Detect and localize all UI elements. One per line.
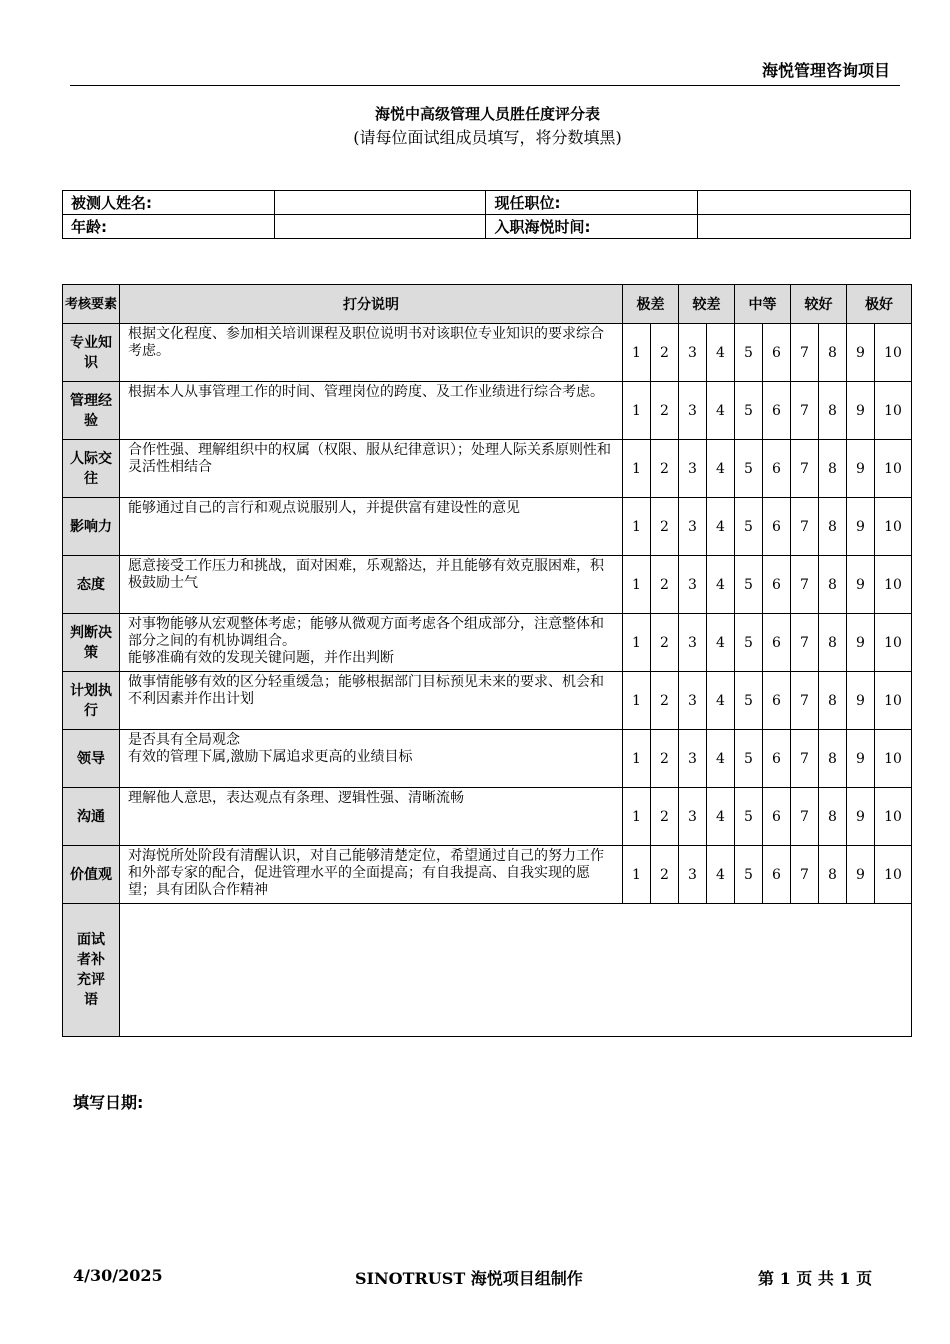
score-option[interactable]: 1 [623, 730, 651, 788]
factor-label: 领导 [63, 730, 120, 788]
score-option[interactable]: 7 [791, 672, 819, 730]
score-option[interactable]: 8 [819, 498, 847, 556]
footer-maker: SINOTRUST 海悦项目组制作 [355, 1269, 583, 1288]
score-option[interactable]: 4 [707, 498, 735, 556]
score-option[interactable]: 6 [763, 382, 791, 440]
score-option[interactable]: 4 [707, 846, 735, 904]
score-option[interactable]: 3 [679, 846, 707, 904]
score-option[interactable]: 6 [763, 324, 791, 382]
factor-description: 理解他人意思，表达观点有条理、逻辑性强、清晰流畅 [120, 788, 623, 846]
score-option[interactable]: 9 [847, 498, 875, 556]
factor-label: 计划执行 [63, 672, 120, 730]
factor-description: 做事情能够有效的区分轻重缓急；能够根据部门目标预见未来的要求、机会和不利因素并作出计划 [120, 672, 623, 730]
score-option[interactable]: 2 [651, 556, 679, 614]
project-header: 海悦管理咨询项目 [761, 61, 890, 80]
position-label: 现任职位: [486, 191, 698, 215]
score-option[interactable]: 10 [875, 614, 912, 672]
form-title: 海悦中高级管理人员胜任度评分表 [374, 105, 600, 123]
score-row [63, 382, 912, 440]
factor-label: 影响力 [63, 498, 120, 556]
score-option[interactable]: 6 [763, 440, 791, 498]
level-header: 极好 [847, 285, 912, 324]
factor-header: 考核要素 [63, 285, 120, 324]
score-row [63, 788, 912, 846]
score-option[interactable]: 5 [735, 672, 763, 730]
score-option[interactable]: 7 [791, 730, 819, 788]
score-option[interactable]: 1 [623, 382, 651, 440]
score-option[interactable]: 5 [735, 556, 763, 614]
score-option[interactable]: 2 [651, 614, 679, 672]
score-option[interactable]: 6 [763, 730, 791, 788]
score-option[interactable]: 4 [707, 730, 735, 788]
score-option[interactable]: 4 [707, 672, 735, 730]
score-row [63, 614, 912, 672]
score-row [63, 556, 912, 614]
score-option[interactable]: 3 [679, 672, 707, 730]
score-option[interactable]: 4 [707, 440, 735, 498]
level-header: 中等 [735, 285, 791, 324]
score-option[interactable]: 4 [707, 382, 735, 440]
score-option[interactable]: 9 [847, 846, 875, 904]
score-option[interactable]: 9 [847, 672, 875, 730]
score-option[interactable]: 8 [819, 556, 847, 614]
factor-description: 能够通过自己的言行和观点说服别人，并提供富有建设性的意见 [120, 498, 623, 556]
score-option[interactable]: 8 [819, 846, 847, 904]
score-option[interactable]: 8 [819, 788, 847, 846]
score-row [63, 846, 912, 904]
factor-label: 判断决策 [63, 614, 120, 672]
comment-label: 面试者补充评语 [63, 904, 120, 1037]
score-option[interactable]: 9 [847, 730, 875, 788]
score-option[interactable]: 3 [679, 556, 707, 614]
score-option[interactable]: 2 [651, 324, 679, 382]
score-option[interactable]: 1 [623, 788, 651, 846]
candidate-info-table [62, 190, 911, 239]
factor-description: 根据文化程度、参加相关培训课程及职位说明书对该职位专业知识的要求综合考虑。 [120, 324, 623, 382]
score-option[interactable]: 1 [623, 324, 651, 382]
factor-label: 态度 [63, 556, 120, 614]
score-option[interactable]: 10 [875, 672, 912, 730]
score-option[interactable]: 6 [763, 556, 791, 614]
factor-label: 管理经验 [63, 382, 120, 440]
score-option[interactable]: 7 [791, 324, 819, 382]
factor-description: 对事物能够从宏观整体考虑；能够从微观方面考虑各个组成部分，注意整体和部分之间的有机协调组合。 能够准确有效的发现关键问题，并作出判断 [120, 614, 623, 672]
score-option[interactable]: 6 [763, 614, 791, 672]
factor-description: 对海悦所处阶段有清醒认识，对自己能够清楚定位，希望通过自己的努力工作和外部专家的配合，促进管理水平的全面提高；有自我提高、自我实现的愿望；具有团队合作精神 [120, 846, 623, 904]
header-divider [70, 85, 900, 86]
score-option[interactable]: 10 [875, 846, 912, 904]
score-option[interactable]: 3 [679, 498, 707, 556]
form-subtitle: (请每位面试组成员填写，将分数填黑) [353, 128, 622, 147]
score-option[interactable]: 6 [763, 498, 791, 556]
name-label: 被测人姓名: [63, 191, 275, 215]
factor-label: 人际交往 [63, 440, 120, 498]
score-option[interactable]: 10 [875, 730, 912, 788]
factor-label: 沟通 [63, 788, 120, 846]
score-option[interactable]: 10 [875, 556, 912, 614]
score-option[interactable]: 6 [763, 846, 791, 904]
score-option[interactable]: 2 [651, 672, 679, 730]
score-row [63, 672, 912, 730]
score-option[interactable]: 3 [679, 440, 707, 498]
description-header: 打分说明 [120, 285, 623, 324]
join-date-field[interactable] [698, 215, 911, 239]
score-option[interactable]: 5 [735, 788, 763, 846]
score-option[interactable]: 1 [623, 556, 651, 614]
score-option[interactable]: 10 [875, 788, 912, 846]
age-field[interactable] [274, 215, 486, 239]
score-option[interactable]: 10 [875, 324, 912, 382]
score-option[interactable]: 7 [791, 382, 819, 440]
score-option[interactable]: 3 [679, 730, 707, 788]
score-option[interactable]: 6 [763, 672, 791, 730]
score-option[interactable]: 9 [847, 556, 875, 614]
score-option[interactable]: 9 [847, 324, 875, 382]
score-row [63, 440, 912, 498]
score-option[interactable]: 5 [735, 498, 763, 556]
factor-label: 专业知识 [63, 324, 120, 382]
score-row [63, 730, 912, 788]
score-option[interactable]: 7 [791, 556, 819, 614]
level-header: 极差 [623, 285, 679, 324]
score-option[interactable]: 4 [707, 324, 735, 382]
score-option[interactable]: 10 [875, 440, 912, 498]
position-field[interactable] [698, 191, 911, 215]
comment-row [63, 904, 912, 1037]
score-option[interactable]: 3 [679, 614, 707, 672]
fill-date-label: 填写日期: [73, 1093, 144, 1112]
score-option[interactable]: 1 [623, 846, 651, 904]
comment-field[interactable] [120, 904, 912, 1037]
score-option[interactable]: 5 [735, 846, 763, 904]
score-option[interactable]: 3 [679, 324, 707, 382]
score-option[interactable]: 5 [735, 324, 763, 382]
score-option[interactable]: 5 [735, 730, 763, 788]
footer-date: 4/30/2025 [73, 1266, 163, 1285]
name-field[interactable] [274, 191, 486, 215]
score-option[interactable]: 4 [707, 556, 735, 614]
score-option[interactable]: 8 [819, 672, 847, 730]
join-date-label: 入职海悦时间: [486, 215, 698, 239]
score-option[interactable]: 9 [847, 382, 875, 440]
score-option[interactable]: 4 [707, 614, 735, 672]
score-option[interactable]: 7 [791, 498, 819, 556]
score-option[interactable]: 3 [679, 788, 707, 846]
level-header: 较好 [791, 285, 847, 324]
score-option[interactable]: 7 [791, 440, 819, 498]
score-option[interactable]: 10 [875, 382, 912, 440]
score-option[interactable]: 8 [819, 382, 847, 440]
score-option[interactable]: 7 [791, 614, 819, 672]
factor-description: 是否具有全局观念 有效的管理下属,激励下属追求更高的业绩目标 [120, 730, 623, 788]
score-option[interactable]: 5 [735, 382, 763, 440]
footer-page-number: 第 1 页 共 1 页 [758, 1269, 873, 1288]
score-option[interactable]: 2 [651, 846, 679, 904]
score-option[interactable]: 7 [791, 788, 819, 846]
score-option[interactable]: 2 [651, 498, 679, 556]
score-option[interactable]: 8 [819, 324, 847, 382]
score-option[interactable]: 8 [819, 440, 847, 498]
score-option[interactable]: 2 [651, 440, 679, 498]
score-option[interactable]: 10 [875, 498, 912, 556]
score-option[interactable]: 2 [651, 730, 679, 788]
factor-description: 根据本人从事管理工作的时间、管理岗位的跨度、及工作业绩进行综合考虑。 [120, 382, 623, 440]
score-option[interactable]: 3 [679, 382, 707, 440]
score-row [63, 498, 912, 556]
score-option[interactable]: 2 [651, 788, 679, 846]
age-label: 年龄: [63, 215, 275, 239]
score-option[interactable]: 1 [623, 672, 651, 730]
score-option[interactable]: 5 [735, 614, 763, 672]
score-option[interactable]: 1 [623, 498, 651, 556]
competency-score-table [62, 284, 912, 1037]
score-option[interactable]: 8 [819, 730, 847, 788]
score-option[interactable]: 8 [819, 614, 847, 672]
score-option[interactable]: 7 [791, 846, 819, 904]
level-header: 较差 [679, 285, 735, 324]
score-option[interactable]: 2 [651, 382, 679, 440]
score-option[interactable]: 4 [707, 788, 735, 846]
score-option[interactable]: 9 [847, 440, 875, 498]
factor-description: 合作性强、理解组织中的权属（权限、服从纪律意识）；处理人际关系原则性和灵活性相结合 [120, 440, 623, 498]
score-option[interactable]: 1 [623, 440, 651, 498]
score-option[interactable]: 1 [623, 614, 651, 672]
score-option[interactable]: 6 [763, 788, 791, 846]
score-row [63, 324, 912, 382]
score-option[interactable]: 5 [735, 440, 763, 498]
factor-label: 价值观 [63, 846, 120, 904]
factor-description: 愿意接受工作压力和挑战，面对困难，乐观豁达，并且能够有效克服困难，积极鼓励士气 [120, 556, 623, 614]
score-option[interactable]: 9 [847, 614, 875, 672]
score-option[interactable]: 9 [847, 788, 875, 846]
